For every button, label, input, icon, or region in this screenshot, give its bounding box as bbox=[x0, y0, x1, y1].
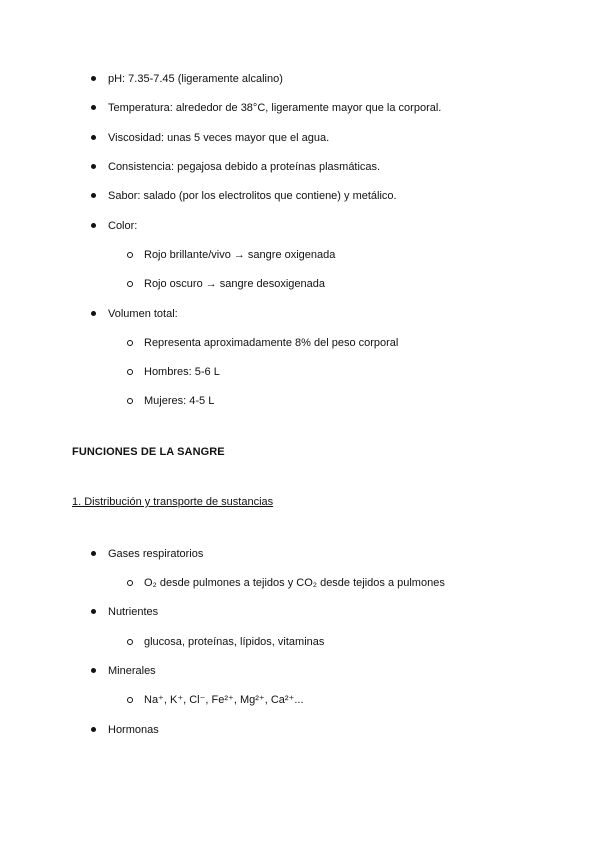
property-volumen: Volumen total: bbox=[108, 308, 178, 320]
gases-item: O₂ desde pulmones a tejidos y CO₂ desde tejidos a pulmones bbox=[144, 577, 445, 589]
bullet-icon bbox=[91, 105, 96, 110]
volumen-item: Hombres: 5-6 L bbox=[144, 366, 220, 378]
transport-nutrientes: Nutrientes bbox=[108, 606, 159, 618]
sub-bullet-icon bbox=[127, 639, 133, 645]
property-viscosidad: Viscosidad: unas 5 veces mayor que el agua. bbox=[108, 132, 330, 144]
bullet-icon bbox=[91, 551, 96, 556]
minerales-item: Na⁺, K⁺, Cl⁻, Fe²⁺, Mg²⁺, Ca²⁺... bbox=[144, 694, 304, 706]
volumen-item: Representa aproximadamente 8% del peso corporal bbox=[144, 337, 399, 349]
sub-bullet-icon bbox=[127, 281, 133, 287]
volumen-item: Mujeres: 4-5 L bbox=[144, 395, 215, 407]
property-color: Color: bbox=[108, 220, 138, 232]
property-consistencia: Consistencia: pegajosa debido a proteínas plasmáticas. bbox=[108, 161, 381, 173]
transport-gases: Gases respiratorios bbox=[108, 548, 204, 560]
color-item: Rojo brillante/vivo → sangre oxigenada bbox=[144, 249, 336, 261]
bullet-icon bbox=[91, 668, 96, 673]
bullet-icon bbox=[91, 193, 96, 198]
transport-hormonas: Hormonas bbox=[108, 724, 159, 736]
bullet-icon bbox=[91, 135, 96, 140]
property-ph: pH: 7.35-7.45 (ligeramente alcalino) bbox=[108, 73, 283, 85]
bullet-icon bbox=[91, 223, 96, 228]
nutrientes-item: glucosa, proteínas, lípidos, vitaminas bbox=[144, 636, 325, 648]
sub-bullet-icon bbox=[127, 252, 133, 258]
sub-bullet-icon bbox=[127, 369, 133, 375]
bullet-icon bbox=[91, 727, 96, 732]
sub-bullet-icon bbox=[127, 340, 133, 346]
sub-bullet-icon bbox=[127, 398, 133, 404]
section-title: FUNCIONES DE LA SANGRE bbox=[72, 446, 225, 458]
bullet-icon bbox=[91, 311, 96, 316]
sub-bullet-icon bbox=[127, 697, 133, 703]
bullet-icon bbox=[91, 76, 96, 81]
transport-minerales: Minerales bbox=[108, 665, 156, 677]
sub-bullet-icon bbox=[127, 580, 133, 586]
bullet-icon bbox=[91, 609, 96, 614]
color-item: Rojo oscuro → sangre desoxigenada bbox=[144, 278, 326, 290]
bullet-icon bbox=[91, 164, 96, 169]
property-temperatura: Temperatura: alrededor de 38°C, ligeramente mayor que la corporal. bbox=[108, 102, 442, 114]
property-sabor: Sabor: salado (por los electrolitos que contiene) y metálico. bbox=[108, 190, 397, 202]
section-subtitle: 1. Distribución y transporte de sustancias bbox=[72, 496, 274, 508]
